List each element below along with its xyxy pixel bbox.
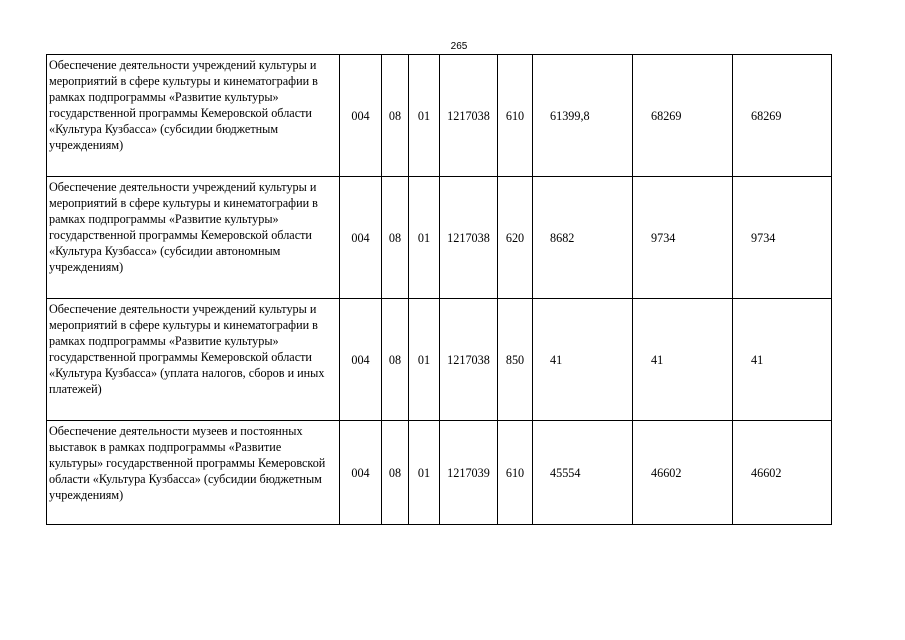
row-description: Обеспечение деятельности учреждений культуры и мероприятий в сфере культуры и кинематографии в рамках подпрограммы «Развитие культуры» государственной программы Кемеровской области «Культура Кузбасса» (субсидии бюджетным учреждениям) bbox=[47, 55, 340, 177]
expense-type-cell: 620 bbox=[498, 177, 533, 299]
target-article-cell: 1217038 bbox=[440, 55, 498, 177]
budget-table bbox=[46, 54, 832, 525]
amount-year3-cell: 41 bbox=[733, 299, 832, 421]
subsection-code-cell: 01 bbox=[409, 177, 440, 299]
ministry-code-cell: 004 bbox=[340, 421, 382, 525]
table-row bbox=[47, 299, 832, 421]
amount-year3-cell: 46602 bbox=[733, 421, 832, 525]
row-description: Обеспечение деятельности музеев и постоянных выставок в рамках подпрограммы «Развитие культуры» государственной программы Кемеровской области «Культура Кузбасса» (субсидии бюджетным учреждениям) bbox=[47, 421, 340, 525]
expense-type-cell: 610 bbox=[498, 421, 533, 525]
expense-type-cell: 850 bbox=[498, 299, 533, 421]
amount-year3-cell: 68269 bbox=[733, 55, 832, 177]
row-description: Обеспечение деятельности учреждений культуры и мероприятий в сфере культуры и кинематографии в рамках подпрограммы «Развитие культуры» государственной программы Кемеровской области «Культура Кузбасса» (уплата налогов, сборов и иных платежей) bbox=[47, 299, 340, 421]
ministry-code-cell: 004 bbox=[340, 55, 382, 177]
target-article-cell: 1217038 bbox=[440, 299, 498, 421]
amount-year2-cell: 41 bbox=[633, 299, 733, 421]
table-row bbox=[47, 177, 832, 299]
table-row bbox=[47, 421, 832, 525]
page-number: 265 bbox=[450, 41, 468, 52]
ministry-code-cell: 004 bbox=[340, 177, 382, 299]
expense-type-cell: 610 bbox=[498, 55, 533, 177]
amount-year1-cell: 41 bbox=[533, 299, 633, 421]
table-row bbox=[47, 55, 832, 177]
amount-year1-cell: 61399,8 bbox=[533, 55, 633, 177]
section-code-cell: 08 bbox=[382, 177, 409, 299]
amount-year3-cell: 9734 bbox=[733, 177, 832, 299]
target-article-cell: 1217039 bbox=[440, 421, 498, 525]
section-code-cell: 08 bbox=[382, 421, 409, 525]
amount-year1-cell: 8682 bbox=[533, 177, 633, 299]
section-code-cell: 08 bbox=[382, 55, 409, 177]
subsection-code-cell: 01 bbox=[409, 55, 440, 177]
amount-year2-cell: 46602 bbox=[633, 421, 733, 525]
section-code-cell: 08 bbox=[382, 299, 409, 421]
ministry-code-cell: 004 bbox=[340, 299, 382, 421]
subsection-code-cell: 01 bbox=[409, 299, 440, 421]
amount-year1-cell: 45554 bbox=[533, 421, 633, 525]
amount-year2-cell: 9734 bbox=[633, 177, 733, 299]
amount-year2-cell: 68269 bbox=[633, 55, 733, 177]
target-article-cell: 1217038 bbox=[440, 177, 498, 299]
row-description: Обеспечение деятельности учреждений культуры и мероприятий в сфере культуры и кинематографии в рамках подпрограммы «Развитие культуры» государственной программы Кемеровской области «Культура Кузбасса» (субсидии автономным учреждениям) bbox=[47, 177, 340, 299]
subsection-code-cell: 01 bbox=[409, 421, 440, 525]
